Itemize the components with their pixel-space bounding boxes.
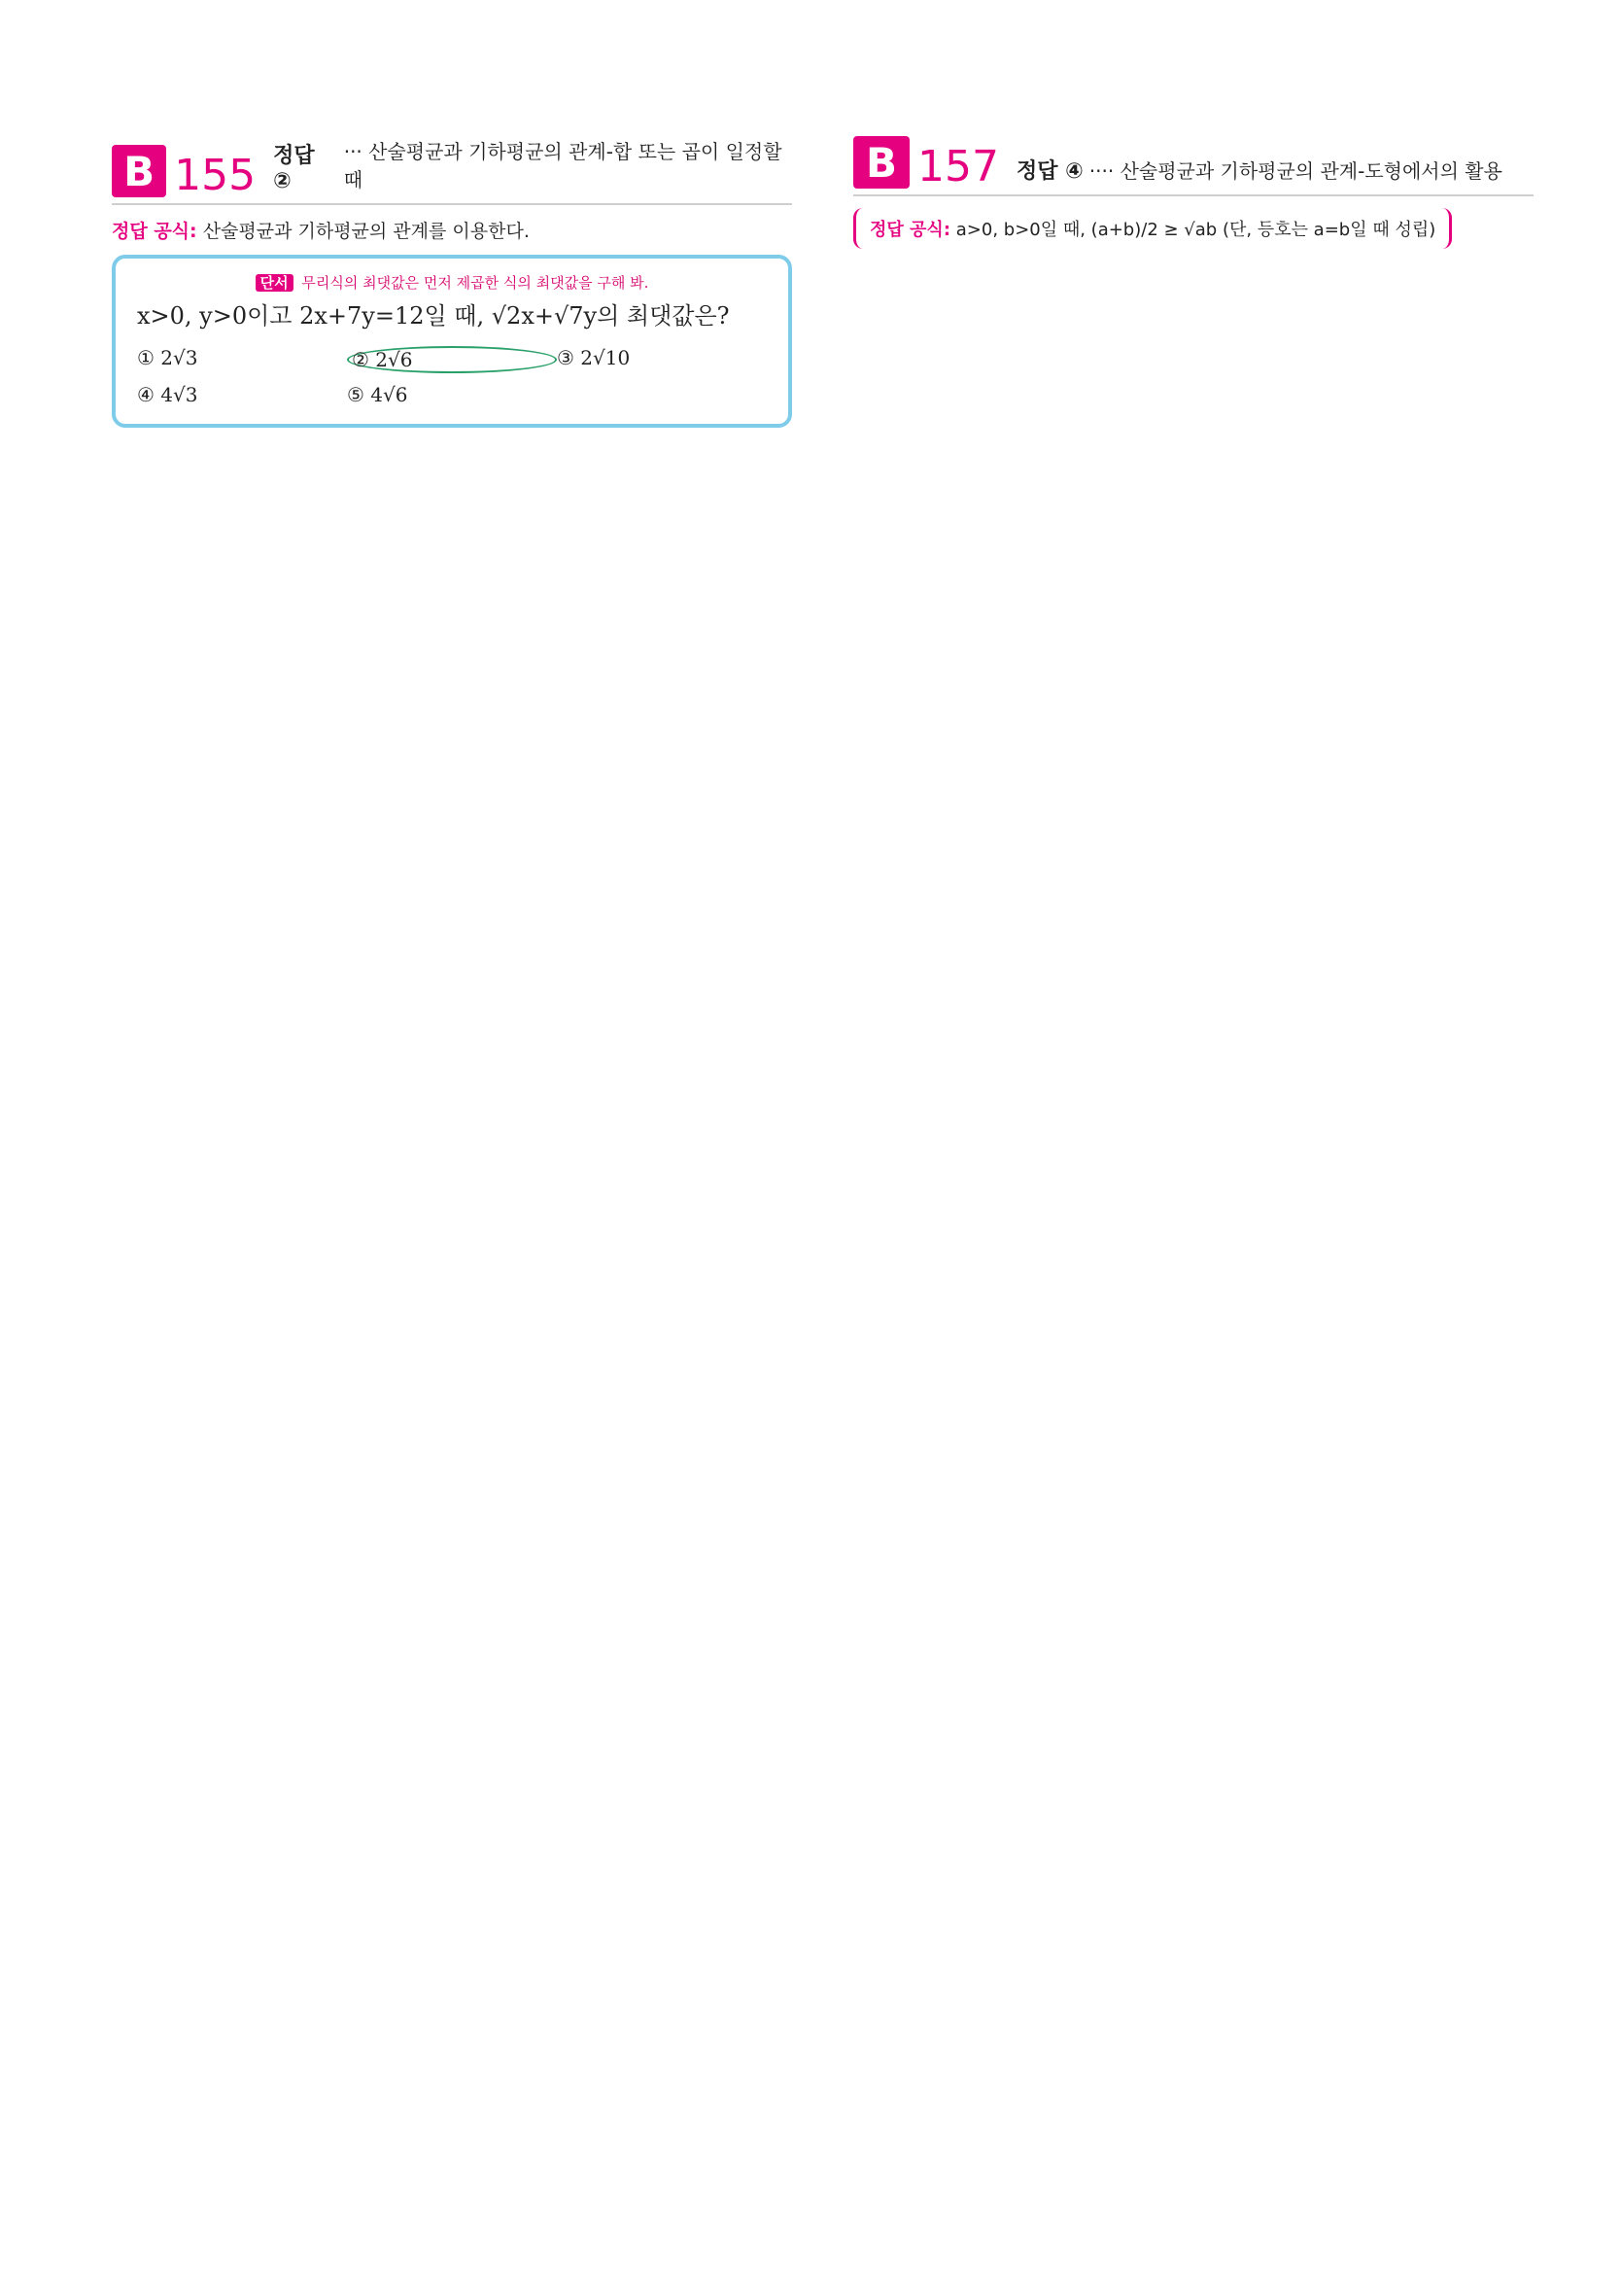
- answer-topic: ··· 산술평균과 기하평균의 관계-합 또는 곱이 일정할 때: [343, 140, 782, 191]
- choice-5: ⑤ 4√6: [347, 383, 408, 406]
- choice-3: ③ 2√10: [557, 346, 631, 369]
- hint: [137, 272, 767, 293]
- problem-155: [112, 136, 792, 428]
- problem-157: [853, 136, 1534, 249]
- answer-label: 정답 ②: [273, 144, 315, 193]
- choice-1: ① 2√3: [137, 346, 198, 369]
- answer-label: 정답 ④: [1016, 159, 1084, 184]
- formula-note-label: 정답 공식:: [112, 221, 197, 242]
- problem-box: [112, 255, 792, 428]
- formula-note-text: 산술평균과 기하평균의 관계를 이용한다.: [202, 221, 530, 242]
- formula-note-label: 정답 공식:: [870, 220, 951, 240]
- formula-note-text: a>0, b>0일 때, (a+b)/2 ≥ √ab (단, 등호는 a=b일 때 성립): [955, 220, 1436, 240]
- level-badge: B: [853, 136, 910, 189]
- hint-text: 무리식의 최댓값은 먼저 제곱한 식의 최댓값을 구해 봐.: [301, 274, 649, 292]
- problem-header: [112, 136, 792, 205]
- formula-note: [853, 208, 1452, 249]
- problem-number: 157: [917, 142, 999, 191]
- choice-4: ④ 4√3: [137, 383, 198, 406]
- hint-tag: 단서: [256, 274, 293, 292]
- level-badge: B: [112, 145, 166, 197]
- problem-number: 155: [174, 151, 257, 200]
- question-text: x>0, y>0이고 2x+7y=12일 때, √2x+√7y의 최댓값은?: [137, 302, 730, 330]
- problem-header: [853, 136, 1534, 196]
- choice-2-selected: ② 2√6: [347, 346, 557, 373]
- answer-topic: ···· 산술평균과 기하평균의 관계-도형에서의 활용: [1088, 159, 1502, 183]
- choices: [137, 346, 767, 406]
- formula-note: [112, 217, 792, 243]
